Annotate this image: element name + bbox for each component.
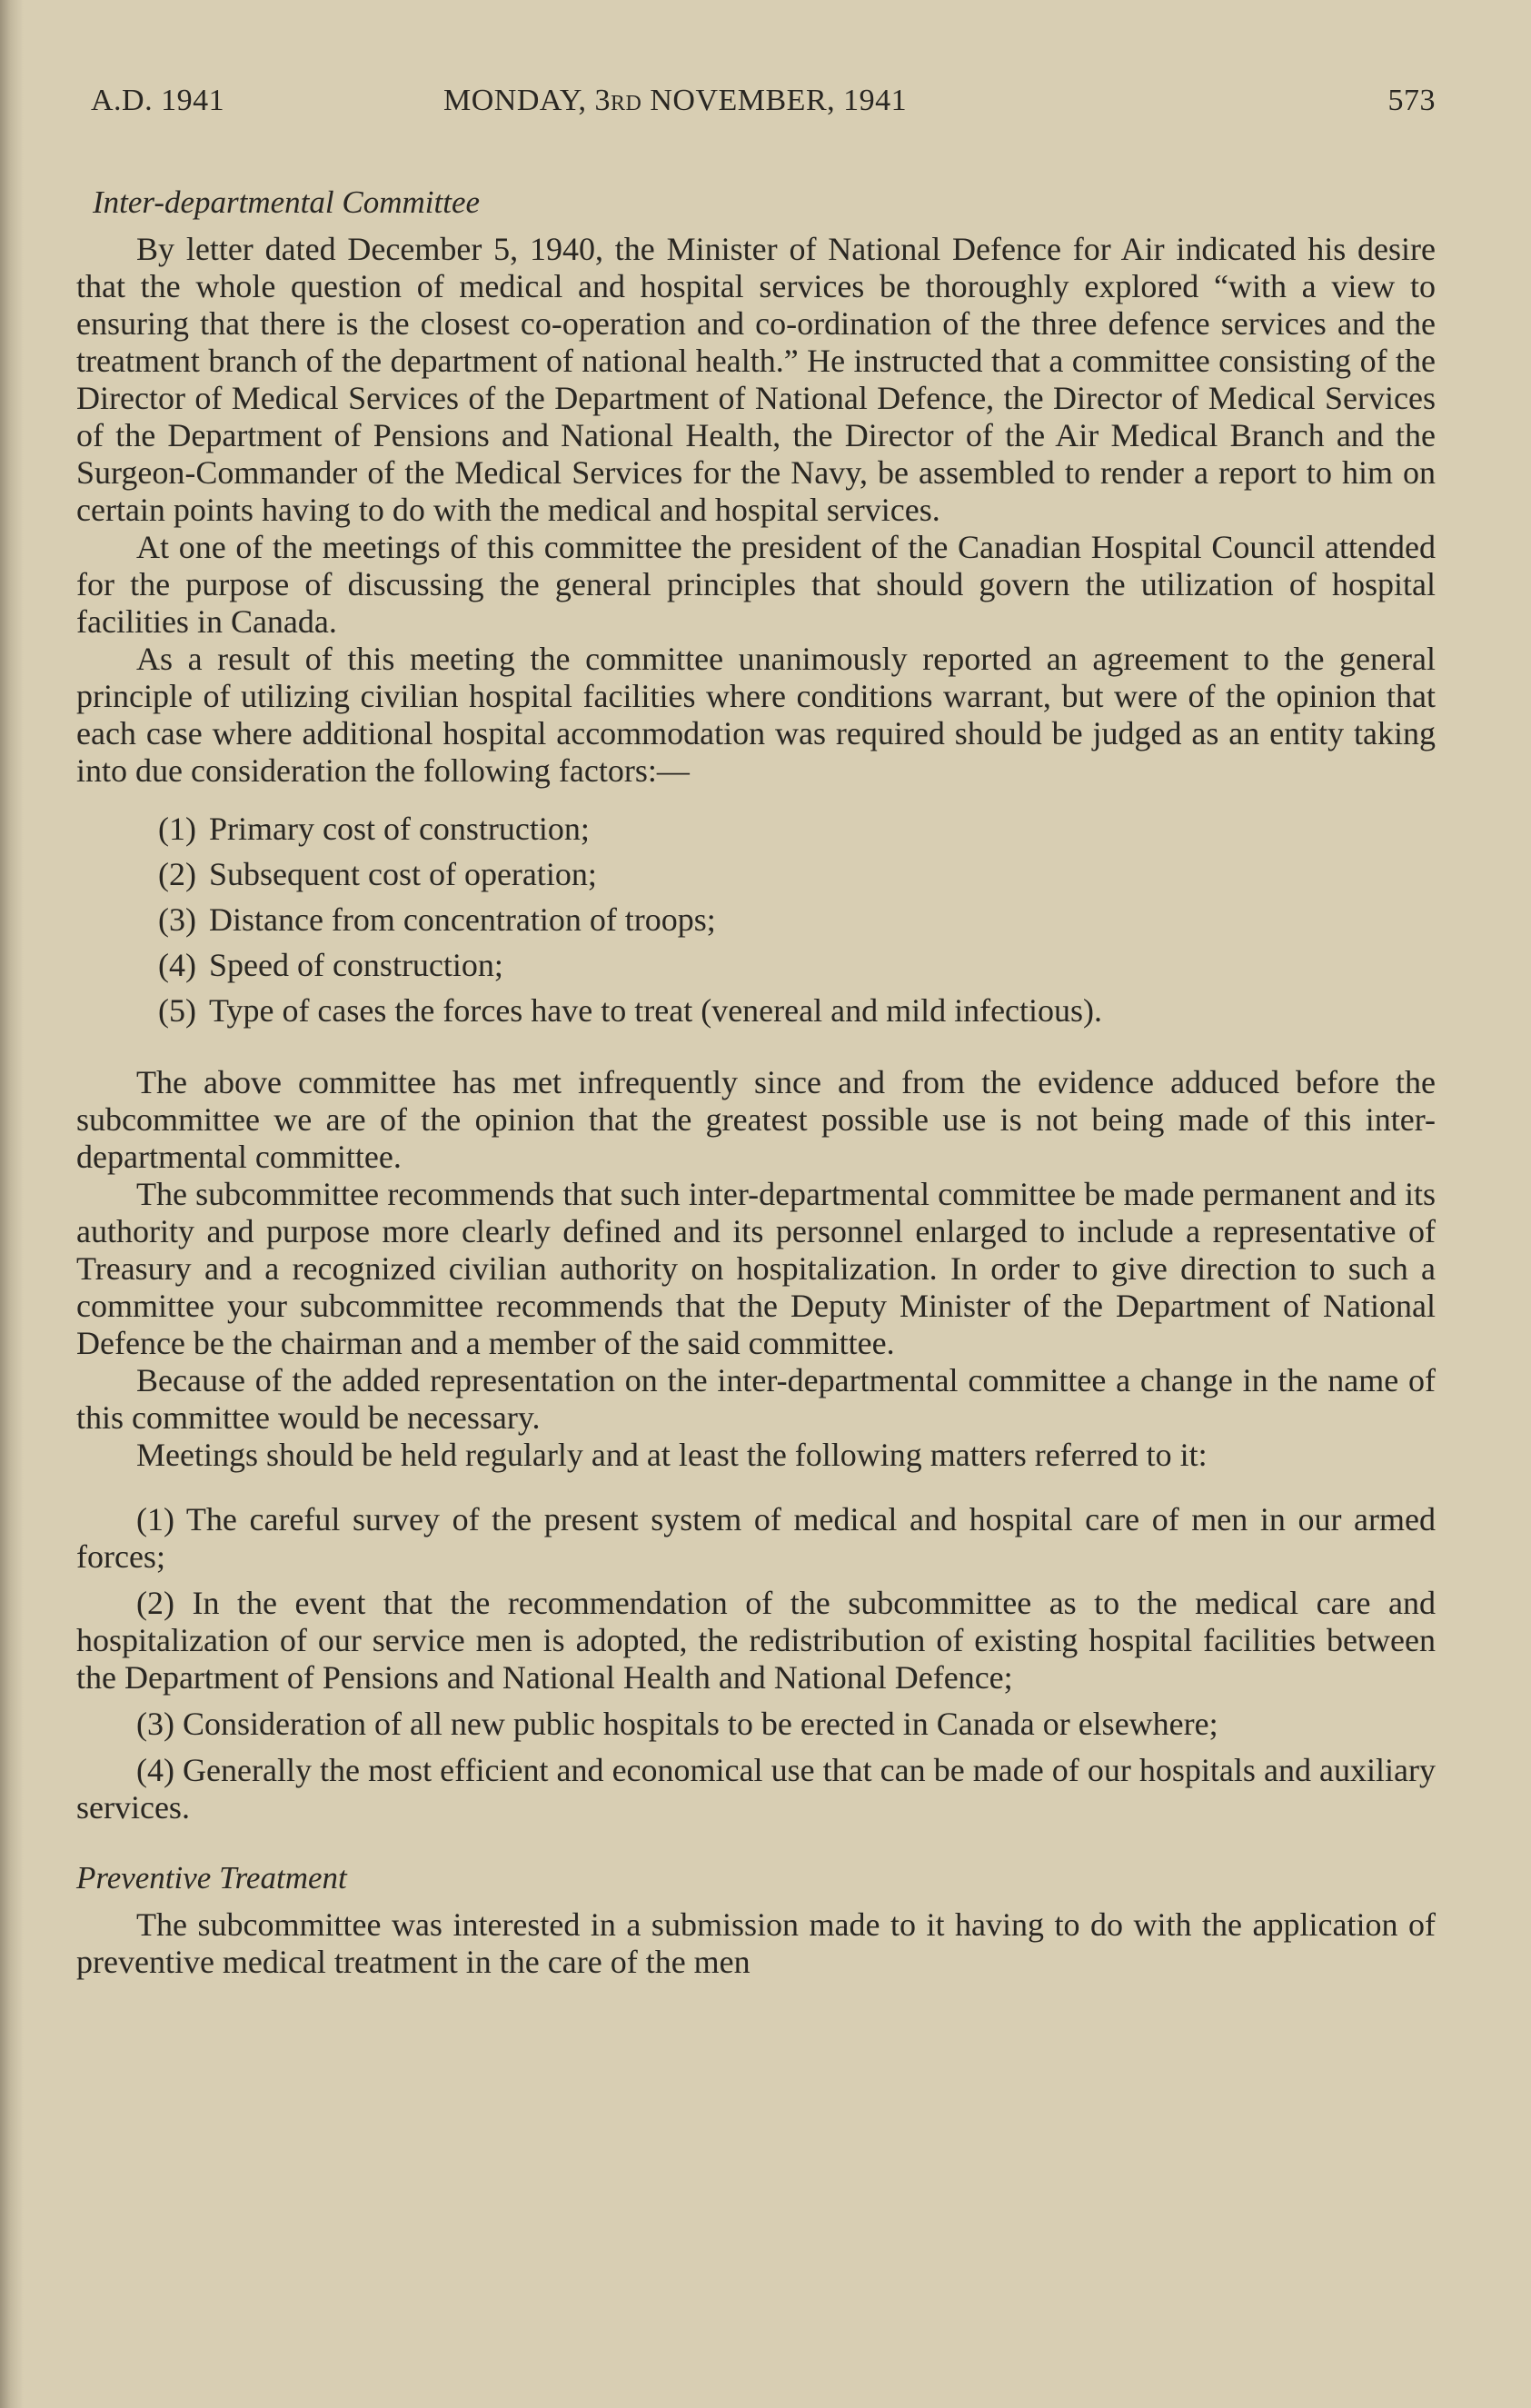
matter-item: (3) Consideration of all new public hospitals to be erected in Canada or elsewhere;: [136, 1706, 1218, 1742]
page-binding-edge: [0, 0, 24, 2408]
section-title-preventive: Preventive Treatment: [76, 1860, 347, 1896]
list-item-text: Primary cost of construction;: [208, 811, 590, 847]
list-item: [76, 942, 1436, 988]
list-item-text: Type of cases the forces have to treat (venereal and mild infectious).: [208, 992, 1103, 1029]
section-title-inter-departmental: Inter-departmental Committee: [93, 184, 481, 220]
list-item-text: Subsequent cost of operation;: [208, 856, 597, 892]
list-item: [76, 897, 1436, 942]
list-item-text: Speed of construction;: [208, 947, 503, 983]
header-year: A.D. 1941: [91, 84, 225, 117]
list-item: [76, 806, 1436, 851]
paragraph-preventive: The subcommittee was interested in a submission made to it having to do with the application of preventive medical treatment in the care of the men: [76, 1906, 1436, 1980]
header-date-ordinal: RD: [611, 92, 642, 115]
matter-item: (4) Generally the most efficient and economical use that can be made of our hospitals and auxiliary services.: [76, 1752, 1436, 1826]
list-item: [76, 988, 1436, 1033]
paragraph-meeting: At one of the meetings of this committee the president of the Canadian Hospital Council attended for the purpose of discussing the general principles that should govern the utilization of hospital facilities in Canada.: [76, 529, 1436, 640]
paragraph-result: As a result of this meeting the committee unanimously reported an agreement to the general principle of utilizing civilian hospital facilities where conditions warrant, but were of the opinion that each case where additional hospital accommodation was required should be judged as an entity taking into due consideration the following factors:—: [76, 641, 1436, 789]
matter-item: (1) The careful survey of the present system of medical and hospital care of men in our armed forces;: [76, 1501, 1436, 1575]
matter-item: (2) In the event that the recommendation of the subcommittee as to the medical care and hospitalization of our service men is adopted, the redistribution of existing hospital facilities between the Department of Pensions and National Health and National Defence;: [76, 1585, 1436, 1696]
page-number: 573: [1387, 84, 1436, 117]
paragraph-letter: By letter dated December 5, 1940, the Minister of National Defence for Air indicated his desire that the whole question of medical and hospital services be thoroughly explored “with a view to ensuring that there is the closest co-operation and co-ordination of the three defence services and the treatment branch of the department of national health.” He instructed that a committee consisting of the Director of Medical Services of the Department of National Defence, the Director of Medical Services of the Department of Pensions and National Health, the Director of the Air Medical Branch and the Surgeon-Commander of the Medical Services for the Navy, be assembled to render a report to him on certain points having to do with the medical and hospital services.: [76, 231, 1436, 528]
list-item-number: (3): [158, 901, 196, 938]
header-date: [443, 84, 907, 118]
document-page: [76, 84, 1436, 1981]
factors-list: [76, 806, 1436, 1033]
paragraph-meetings: Meetings should be held regularly and at least the following matters referred to it:: [136, 1437, 1208, 1473]
paragraph-name-change: Because of the added representation on the inter-departmental committee a change in the name of this committee would be necessary.: [76, 1362, 1436, 1436]
spacer: [76, 1474, 1436, 1501]
header-date-month-year: NOVEMBER, 1941: [641, 84, 908, 117]
list-item-text: Distance from concentration of troops;: [208, 901, 716, 938]
list-item-number: (4): [158, 947, 196, 983]
header-date-day: MONDAY, 3: [443, 84, 611, 117]
list-item-number: (5): [158, 992, 196, 1029]
list-item-number: (2): [158, 856, 196, 892]
paragraph-evidence: The above committee has met infrequently since and from the evidence adduced before the subcommittee we are of the opinion that the greatest possible use is not being made of this inter-departmental committee.: [76, 1064, 1436, 1175]
list-item: [76, 851, 1436, 897]
list-item-number: (1): [158, 811, 196, 847]
running-header: [76, 84, 1436, 129]
paragraph-recommendation: The subcommittee recommends that such inter-departmental committee be made permanent and its authority and purpose more clearly defined and its personnel enlarged to include a representative of Treasury and a recognized civilian authority on hospitalization. In order to give direction to such a committee your subcommittee recommends that the Deputy Minister of the Department of National Defence be the chairman and a member of the said committee.: [76, 1176, 1436, 1361]
